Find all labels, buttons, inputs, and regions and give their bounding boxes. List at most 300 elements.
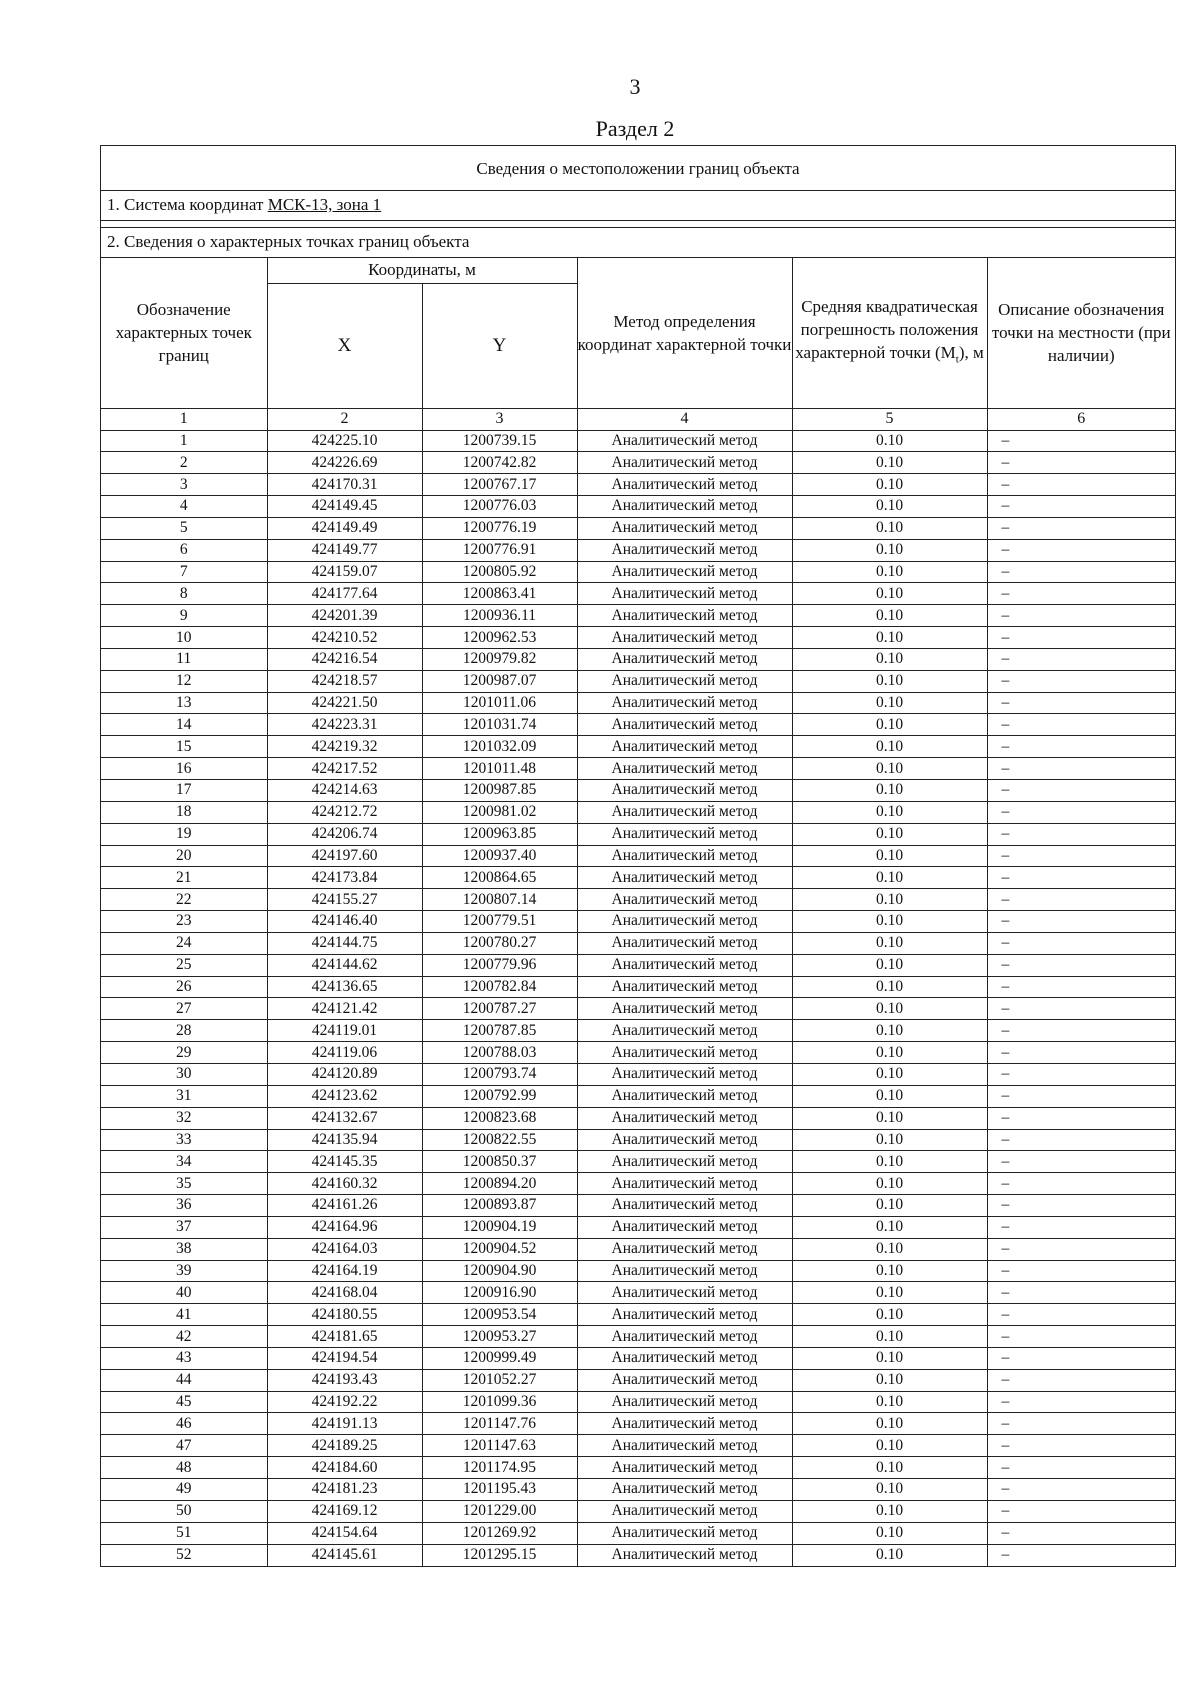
error-value: 0.10 <box>792 780 987 802</box>
description-value: – <box>987 627 1175 649</box>
coord-x: 424181.65 <box>267 1326 422 1348</box>
description-value: – <box>987 1544 1175 1566</box>
error-value: 0.10 <box>792 1173 987 1195</box>
description-value: – <box>987 911 1175 933</box>
error-value: 0.10 <box>792 889 987 911</box>
header-y: Y <box>422 283 577 408</box>
method-value: Аналитический метод <box>577 1522 792 1544</box>
method-value: Аналитический метод <box>577 845 792 867</box>
error-value: 0.10 <box>792 714 987 736</box>
method-value: Аналитический метод <box>577 889 792 911</box>
description-value: – <box>987 758 1175 780</box>
table-row <box>101 1457 1175 1479</box>
description-value: – <box>987 1304 1175 1326</box>
coord-y: 1200788.03 <box>422 1042 577 1064</box>
coord-y: 1200823.68 <box>422 1107 577 1129</box>
table-row <box>101 517 1175 539</box>
point-number: 20 <box>101 845 267 867</box>
coord-x: 424119.06 <box>267 1042 422 1064</box>
method-value: Аналитический метод <box>577 801 792 823</box>
column-number: 3 <box>422 408 577 430</box>
coord-y: 1201011.48 <box>422 758 577 780</box>
header-coordinates: Координаты, м <box>267 258 577 283</box>
method-value: Аналитический метод <box>577 1347 792 1369</box>
method-value: Аналитический метод <box>577 1063 792 1085</box>
coord-x: 424160.32 <box>267 1173 422 1195</box>
coord-system-label: 1. Система координат <box>107 195 264 214</box>
method-value: Аналитический метод <box>577 605 792 627</box>
coord-x: 424201.39 <box>267 605 422 627</box>
description-value: – <box>987 1020 1175 1042</box>
coord-y: 1200807.14 <box>422 889 577 911</box>
table-row <box>101 845 1175 867</box>
description-value: – <box>987 867 1175 889</box>
method-value: Аналитический метод <box>577 1479 792 1501</box>
coord-x: 424180.55 <box>267 1304 422 1326</box>
description-value: – <box>987 932 1175 954</box>
coord-x: 424144.75 <box>267 932 422 954</box>
description-value: – <box>987 648 1175 670</box>
table-row <box>101 452 1175 474</box>
coord-y: 1200782.84 <box>422 976 577 998</box>
table-row <box>101 561 1175 583</box>
table-row <box>101 1063 1175 1085</box>
point-number: 9 <box>101 605 267 627</box>
point-number: 38 <box>101 1238 267 1260</box>
table-row <box>101 1173 1175 1195</box>
header-error-tail: ), м <box>958 342 984 362</box>
coord-y: 1200987.85 <box>422 780 577 802</box>
column-numbers-row <box>101 408 1175 430</box>
table-row <box>101 801 1175 823</box>
table-row <box>101 889 1175 911</box>
description-value: – <box>987 1216 1175 1238</box>
coord-x: 424159.07 <box>267 561 422 583</box>
error-value: 0.10 <box>792 452 987 474</box>
point-number: 31 <box>101 1085 267 1107</box>
description-value: – <box>987 452 1175 474</box>
coord-y: 1200787.85 <box>422 1020 577 1042</box>
coord-y: 1200981.02 <box>422 801 577 823</box>
coord-y: 1200742.82 <box>422 452 577 474</box>
table-row <box>101 1151 1175 1173</box>
error-value: 0.10 <box>792 1063 987 1085</box>
coord-y: 1200893.87 <box>422 1195 577 1217</box>
column-number: 6 <box>987 408 1175 430</box>
error-value: 0.10 <box>792 932 987 954</box>
column-number: 2 <box>267 408 422 430</box>
coord-x: 424146.40 <box>267 911 422 933</box>
method-value: Аналитический метод <box>577 867 792 889</box>
coord-x: 424161.26 <box>267 1195 422 1217</box>
point-number: 43 <box>101 1347 267 1369</box>
method-value: Аналитический метод <box>577 1195 792 1217</box>
point-number: 35 <box>101 1173 267 1195</box>
point-number: 1 <box>101 430 267 452</box>
point-number: 50 <box>101 1500 267 1522</box>
point-number: 39 <box>101 1260 267 1282</box>
description-value: – <box>987 1129 1175 1151</box>
coord-x: 424164.03 <box>267 1238 422 1260</box>
description-value: – <box>987 1479 1175 1501</box>
table-row <box>101 1238 1175 1260</box>
method-value: Аналитический метод <box>577 1216 792 1238</box>
point-number: 17 <box>101 780 267 802</box>
point-number: 36 <box>101 1195 267 1217</box>
description-value: – <box>987 845 1175 867</box>
error-value: 0.10 <box>792 670 987 692</box>
method-value: Аналитический метод <box>577 1391 792 1413</box>
description-value: – <box>987 496 1175 518</box>
error-value: 0.10 <box>792 692 987 714</box>
coord-system-value: МСК-13, зона 1 <box>267 195 382 214</box>
header-description: Описание обозначения точки на местности (при наличии) <box>987 258 1175 408</box>
coord-y: 1200962.53 <box>422 627 577 649</box>
coord-x: 424136.65 <box>267 976 422 998</box>
description-value: – <box>987 1413 1175 1435</box>
coord-y: 1201099.36 <box>422 1391 577 1413</box>
coord-x: 424210.52 <box>267 627 422 649</box>
error-value: 0.10 <box>792 517 987 539</box>
coord-x: 424206.74 <box>267 823 422 845</box>
description-value: – <box>987 1085 1175 1107</box>
description-value: – <box>987 1151 1175 1173</box>
point-number: 19 <box>101 823 267 845</box>
point-number: 33 <box>101 1129 267 1151</box>
error-value: 0.10 <box>792 1129 987 1151</box>
method-value: Аналитический метод <box>577 1304 792 1326</box>
error-value: 0.10 <box>792 1413 987 1435</box>
coord-x: 424168.04 <box>267 1282 422 1304</box>
point-number: 51 <box>101 1522 267 1544</box>
coord-x: 424221.50 <box>267 692 422 714</box>
description-value: – <box>987 1260 1175 1282</box>
description-value: – <box>987 1107 1175 1129</box>
point-number: 37 <box>101 1216 267 1238</box>
coord-y: 1200850.37 <box>422 1151 577 1173</box>
coord-y: 1200863.41 <box>422 583 577 605</box>
table-row <box>101 758 1175 780</box>
coord-x: 424223.31 <box>267 714 422 736</box>
description-value: – <box>987 998 1175 1020</box>
description-value: – <box>987 605 1175 627</box>
coord-y: 1201052.27 <box>422 1369 577 1391</box>
coord-x: 424184.60 <box>267 1457 422 1479</box>
table-row <box>101 780 1175 802</box>
point-number: 15 <box>101 736 267 758</box>
column-number: 1 <box>101 408 267 430</box>
coord-y: 1200779.96 <box>422 954 577 976</box>
coord-y: 1200779.51 <box>422 911 577 933</box>
description-value: – <box>987 1500 1175 1522</box>
error-value: 0.10 <box>792 758 987 780</box>
method-value: Аналитический метод <box>577 1173 792 1195</box>
error-value: 0.10 <box>792 845 987 867</box>
coord-x: 424217.52 <box>267 758 422 780</box>
coord-y: 1200767.17 <box>422 474 577 496</box>
table-row <box>101 583 1175 605</box>
error-value: 0.10 <box>792 911 987 933</box>
table-row <box>101 1216 1175 1238</box>
error-value: 0.10 <box>792 1304 987 1326</box>
error-value: 0.10 <box>792 823 987 845</box>
error-value: 0.10 <box>792 1544 987 1566</box>
method-value: Аналитический метод <box>577 583 792 605</box>
description-value: – <box>987 583 1175 605</box>
coord-x: 424218.57 <box>267 670 422 692</box>
description-value: – <box>987 780 1175 802</box>
error-value: 0.10 <box>792 474 987 496</box>
coord-y: 1200936.11 <box>422 605 577 627</box>
point-number: 4 <box>101 496 267 518</box>
error-value: 0.10 <box>792 627 987 649</box>
table-row <box>101 736 1175 758</box>
error-value: 0.10 <box>792 998 987 1020</box>
coord-y: 1201174.95 <box>422 1457 577 1479</box>
error-value: 0.10 <box>792 1522 987 1544</box>
coord-y: 1200963.85 <box>422 823 577 845</box>
point-number: 27 <box>101 998 267 1020</box>
description-value: – <box>987 801 1175 823</box>
table-row <box>101 867 1175 889</box>
method-value: Аналитический метод <box>577 954 792 976</box>
point-number: 22 <box>101 889 267 911</box>
description-value: – <box>987 823 1175 845</box>
coord-y: 1200987.07 <box>422 670 577 692</box>
table-row <box>101 954 1175 976</box>
coord-y: 1200776.03 <box>422 496 577 518</box>
method-value: Аналитический метод <box>577 932 792 954</box>
header-error-subscript: t <box>955 352 959 365</box>
error-value: 0.10 <box>792 1260 987 1282</box>
coord-x: 424132.67 <box>267 1107 422 1129</box>
method-value: Аналитический метод <box>577 1326 792 1348</box>
method-value: Аналитический метод <box>577 1282 792 1304</box>
method-value: Аналитический метод <box>577 736 792 758</box>
method-value: Аналитический метод <box>577 648 792 670</box>
error-value: 0.10 <box>792 1085 987 1107</box>
header-designation: Обозначение характерных точек границ <box>101 258 267 408</box>
method-value: Аналитический метод <box>577 561 792 583</box>
table-row <box>101 1500 1175 1522</box>
table-row <box>101 1020 1175 1042</box>
header-row-top <box>101 258 1175 283</box>
error-value: 0.10 <box>792 583 987 605</box>
table-row <box>101 1107 1175 1129</box>
method-value: Аналитический метод <box>577 430 792 452</box>
method-value: Аналитический метод <box>577 1544 792 1566</box>
coord-y: 1200904.19 <box>422 1216 577 1238</box>
coord-y: 1200793.74 <box>422 1063 577 1085</box>
description-value: – <box>987 954 1175 976</box>
point-number: 11 <box>101 648 267 670</box>
coord-x: 424173.84 <box>267 867 422 889</box>
coord-x: 424197.60 <box>267 845 422 867</box>
method-value: Аналитический метод <box>577 911 792 933</box>
error-value: 0.10 <box>792 430 987 452</box>
point-number: 18 <box>101 801 267 823</box>
header-method: Метод определения координат характерной точки <box>577 258 792 408</box>
error-value: 0.10 <box>792 1347 987 1369</box>
description-value: – <box>987 1369 1175 1391</box>
coord-x: 424191.13 <box>267 1413 422 1435</box>
point-number: 52 <box>101 1544 267 1566</box>
coord-x: 424216.54 <box>267 648 422 670</box>
method-value: Аналитический метод <box>577 1042 792 1064</box>
error-value: 0.10 <box>792 1369 987 1391</box>
coord-x: 424169.12 <box>267 1500 422 1522</box>
description-value: – <box>987 1042 1175 1064</box>
coord-y: 1201031.74 <box>422 714 577 736</box>
point-number: 16 <box>101 758 267 780</box>
error-value: 0.10 <box>792 1151 987 1173</box>
error-value: 0.10 <box>792 561 987 583</box>
points-table-body <box>101 430 1175 1566</box>
point-number: 26 <box>101 976 267 998</box>
method-value: Аналитический метод <box>577 1457 792 1479</box>
coord-y: 1200894.20 <box>422 1173 577 1195</box>
description-value: – <box>987 561 1175 583</box>
method-value: Аналитический метод <box>577 1260 792 1282</box>
table-row <box>101 648 1175 670</box>
coord-y: 1200904.90 <box>422 1260 577 1282</box>
coord-x: 424135.94 <box>267 1129 422 1151</box>
method-value: Аналитический метод <box>577 670 792 692</box>
error-value: 0.10 <box>792 1326 987 1348</box>
table-row <box>101 496 1175 518</box>
coord-y: 1200805.92 <box>422 561 577 583</box>
point-number: 49 <box>101 1479 267 1501</box>
description-value: – <box>987 670 1175 692</box>
description-value: – <box>987 1457 1175 1479</box>
coord-x: 424123.62 <box>267 1085 422 1107</box>
table-row <box>101 1195 1175 1217</box>
error-value: 0.10 <box>792 1282 987 1304</box>
table-row <box>101 1347 1175 1369</box>
error-value: 0.10 <box>792 1479 987 1501</box>
point-number: 42 <box>101 1326 267 1348</box>
coord-y: 1201147.63 <box>422 1435 577 1457</box>
header-error-text: Средняя квадратическая погрешность положения характерной точки (M <box>795 296 979 362</box>
error-value: 0.10 <box>792 1042 987 1064</box>
point-number: 47 <box>101 1435 267 1457</box>
point-number: 14 <box>101 714 267 736</box>
point-number: 13 <box>101 692 267 714</box>
table-row <box>101 911 1175 933</box>
error-value: 0.10 <box>792 496 987 518</box>
coord-y: 1200937.40 <box>422 845 577 867</box>
method-value: Аналитический метод <box>577 998 792 1020</box>
coord-x: 424154.64 <box>267 1522 422 1544</box>
table-row <box>101 1479 1175 1501</box>
table-row <box>101 430 1175 452</box>
spacer-row <box>101 221 1175 228</box>
point-number: 25 <box>101 954 267 976</box>
description-value: – <box>987 1326 1175 1348</box>
page-number: 3 <box>629 74 641 99</box>
section-title: Раздел 2 <box>595 116 675 141</box>
error-value: 0.10 <box>792 539 987 561</box>
coord-y: 1200979.82 <box>422 648 577 670</box>
point-number: 23 <box>101 911 267 933</box>
method-value: Аналитический метод <box>577 758 792 780</box>
method-value: Аналитический метод <box>577 976 792 998</box>
description-value: – <box>987 517 1175 539</box>
coord-y: 1200787.27 <box>422 998 577 1020</box>
point-number: 21 <box>101 867 267 889</box>
coord-x: 424194.54 <box>267 1347 422 1369</box>
coord-x: 424219.32 <box>267 736 422 758</box>
table-row <box>101 1369 1175 1391</box>
description-value: – <box>987 1195 1175 1217</box>
error-value: 0.10 <box>792 648 987 670</box>
coord-x: 424144.62 <box>267 954 422 976</box>
method-value: Аналитический метод <box>577 1413 792 1435</box>
coord-x: 424189.25 <box>267 1435 422 1457</box>
table-row <box>101 605 1175 627</box>
coord-y: 1201195.43 <box>422 1479 577 1501</box>
description-value: – <box>987 976 1175 998</box>
table-row <box>101 627 1175 649</box>
coord-y: 1200739.15 <box>422 430 577 452</box>
point-number: 29 <box>101 1042 267 1064</box>
point-number: 45 <box>101 1391 267 1413</box>
error-value: 0.10 <box>792 1020 987 1042</box>
description-value: – <box>987 1238 1175 1260</box>
table-row <box>101 539 1175 561</box>
error-value: 0.10 <box>792 1238 987 1260</box>
point-number: 7 <box>101 561 267 583</box>
point-number: 6 <box>101 539 267 561</box>
coord-system-row <box>101 191 1175 221</box>
point-number: 2 <box>101 452 267 474</box>
method-value: Аналитический метод <box>577 823 792 845</box>
error-value: 0.10 <box>792 736 987 758</box>
point-number: 32 <box>101 1107 267 1129</box>
method-value: Аналитический метод <box>577 496 792 518</box>
table-row <box>101 1522 1175 1544</box>
table-row <box>101 1304 1175 1326</box>
point-number: 8 <box>101 583 267 605</box>
error-value: 0.10 <box>792 976 987 998</box>
method-value: Аналитический метод <box>577 452 792 474</box>
coord-x: 424149.49 <box>267 517 422 539</box>
coord-x: 424164.96 <box>267 1216 422 1238</box>
description-value: – <box>987 714 1175 736</box>
table-row <box>101 1129 1175 1151</box>
coord-x: 424120.89 <box>267 1063 422 1085</box>
error-value: 0.10 <box>792 605 987 627</box>
table-row <box>101 1282 1175 1304</box>
error-value: 0.10 <box>792 1457 987 1479</box>
description-value: – <box>987 539 1175 561</box>
coord-x: 424225.10 <box>267 430 422 452</box>
table-row <box>101 1391 1175 1413</box>
coord-y: 1200953.54 <box>422 1304 577 1326</box>
description-value: – <box>987 1347 1175 1369</box>
coord-y: 1200822.55 <box>422 1129 577 1151</box>
method-value: Аналитический метод <box>577 1020 792 1042</box>
method-value: Аналитический метод <box>577 627 792 649</box>
coord-y: 1200904.52 <box>422 1238 577 1260</box>
error-value: 0.10 <box>792 1435 987 1457</box>
frame-caption: Сведения о местоположении границ объекта <box>101 146 1175 191</box>
point-number: 34 <box>101 1151 267 1173</box>
column-number: 5 <box>792 408 987 430</box>
coord-x: 424119.01 <box>267 1020 422 1042</box>
description-value: – <box>987 1063 1175 1085</box>
method-value: Аналитический метод <box>577 1500 792 1522</box>
